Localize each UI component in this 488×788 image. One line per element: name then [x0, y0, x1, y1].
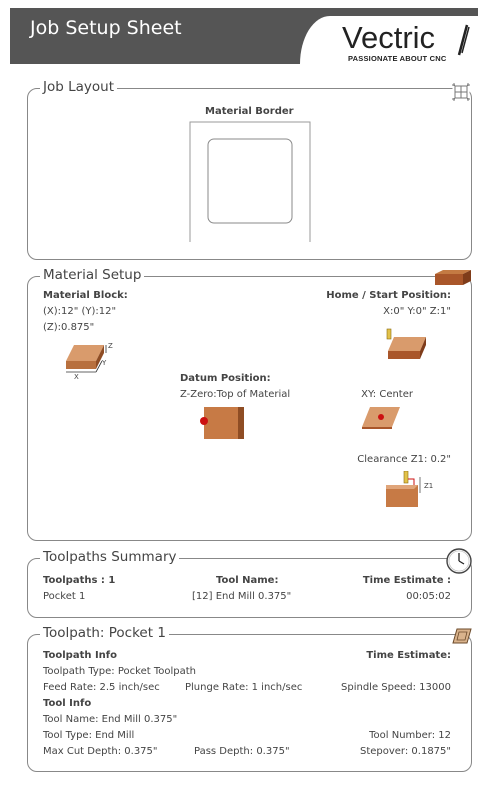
- tool-name: Tool Name: End Mill 0.375": [43, 714, 178, 725]
- home-position-value: X:0" Y:0" Z:1": [383, 306, 451, 317]
- toolpath-detail-panel: [27, 625, 472, 772]
- toolpaths-summary-panel: [27, 549, 472, 618]
- feed-rate: Feed Rate: 2.5 inch/sec: [43, 682, 160, 693]
- material-border-diagram: [189, 120, 313, 244]
- layout-grid-icon: [452, 83, 470, 101]
- material-block-icon: [435, 270, 471, 286]
- material-xy-size: (X):12" (Y):12": [43, 306, 117, 317]
- toolpath-tile-icon: [452, 628, 472, 644]
- logo-word: Vectric: [342, 20, 436, 55]
- datum-diagram: [198, 405, 246, 441]
- tool-type: Tool Type: End Mill: [43, 730, 135, 741]
- tool-name-cell: [12] End Mill 0.375": [192, 591, 292, 602]
- pass-depth: Pass Depth: 0.375": [194, 746, 290, 757]
- material-block-label: Material Block:: [43, 290, 128, 301]
- axis-z-label: Z: [108, 342, 113, 350]
- tool-name-header: Tool Name:: [216, 575, 279, 586]
- vectric-logo: [300, 16, 478, 64]
- plunge-rate: Plunge Rate: 1 inch/sec: [185, 682, 303, 693]
- material-setup-title: Material Setup: [40, 267, 144, 283]
- toolpaths-summary-title: Toolpaths Summary: [40, 549, 179, 565]
- material-border-label: Material Border: [205, 106, 294, 117]
- logo-tagline: PASSIONATE ABOUT CNC: [348, 54, 447, 63]
- clock-icon: [446, 548, 472, 574]
- axis-y-label: Y: [102, 359, 107, 367]
- toolpath-info-label: Toolpath Info: [43, 650, 118, 661]
- spindle-speed: Spindle Speed: 13000: [341, 682, 451, 693]
- home-position-diagram: [384, 327, 428, 363]
- xy-datum-diagram: [362, 405, 402, 431]
- datum-position-label: Datum Position:: [180, 373, 271, 384]
- toolpath-name-cell: Pocket 1: [43, 591, 86, 602]
- job-layout-panel: [27, 79, 472, 260]
- max-cut-depth: Max Cut Depth: 0.375": [43, 746, 158, 757]
- clearance-value: Clearance Z1: 0.2": [357, 454, 451, 465]
- toolpaths-count-header: Toolpaths : 1: [43, 575, 116, 586]
- clearance-diagram: [384, 471, 436, 509]
- page-title: Job Setup Sheet: [30, 17, 182, 39]
- toolpath-type: Toolpath Type: Pocket Toolpath: [43, 666, 196, 677]
- xy-datum-value: XY: Center: [361, 389, 413, 400]
- z1-label: Z1: [424, 482, 434, 490]
- stepover: Stepover: 0.1875": [359, 746, 451, 757]
- logo-swoosh-icon: [456, 24, 470, 58]
- material-setup-panel: [27, 267, 472, 541]
- axis-x-label: X: [74, 373, 79, 381]
- material-z-size: (Z):0.875": [43, 322, 95, 333]
- job-layout-title: Job Layout: [40, 79, 117, 95]
- tool-info-label: Tool Info: [43, 698, 92, 709]
- header-banner: [10, 8, 478, 64]
- home-position-label: Home / Start Position:: [326, 290, 451, 301]
- time-estimate-cell: 00:05:02: [406, 591, 451, 602]
- tool-number: Tool Number: 12: [369, 730, 451, 741]
- time-estimate-label: Time Estimate:: [366, 650, 451, 661]
- datum-position-value: Z-Zero:Top of Material: [180, 389, 291, 400]
- time-estimate-header: Time Estimate :: [362, 575, 451, 586]
- toolpath-detail-title: Toolpath: Pocket 1: [40, 625, 169, 641]
